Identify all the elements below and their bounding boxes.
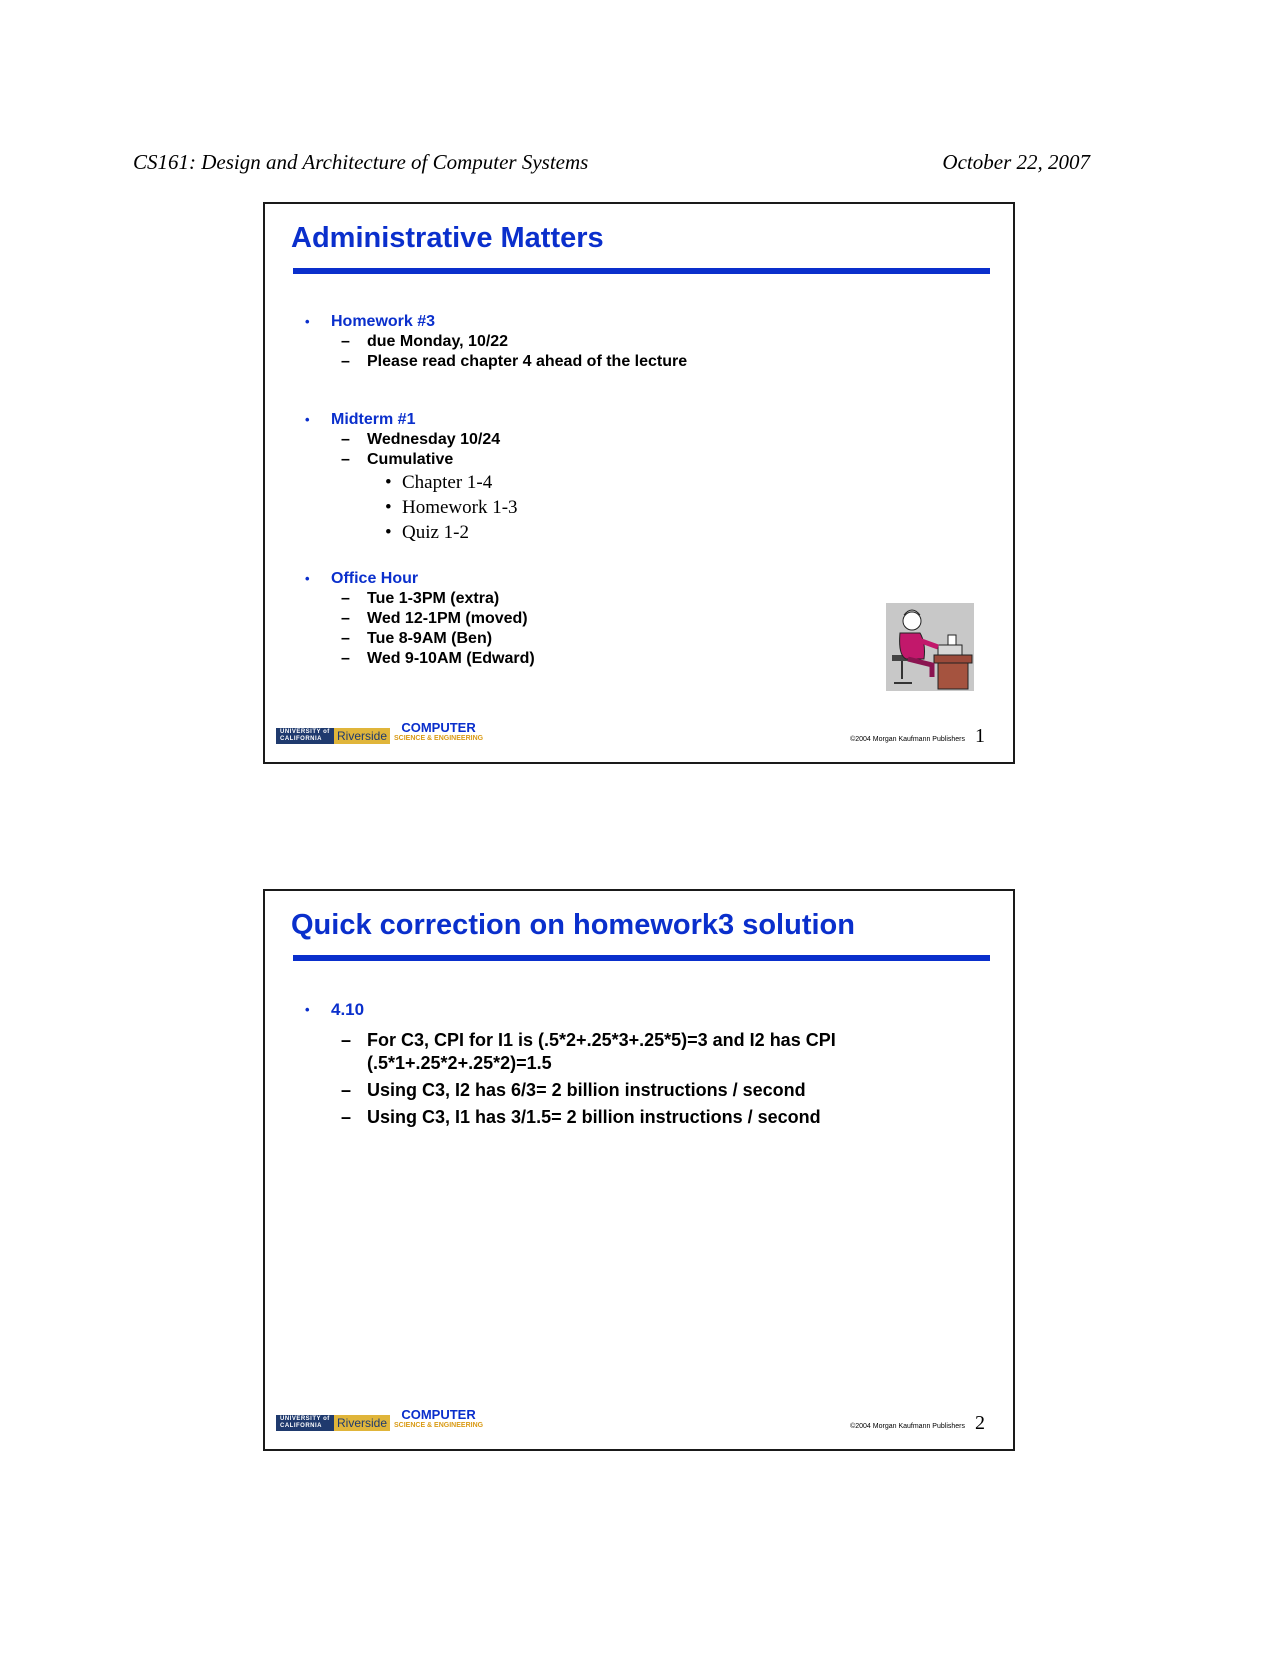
copyright: ©2004 Morgan Kaufmann Publishers [850, 736, 965, 743]
slide-number: 1 [975, 725, 985, 747]
ucr-logo: UNIVERSITY of CALIFORNIA Riverside [276, 728, 390, 744]
bullet-heading: • Office Hour [305, 570, 419, 587]
slide-title: Quick correction on homework3 solution [291, 909, 855, 941]
bullet-heading: • 4.10 [305, 1000, 365, 1019]
copyright: ©2004 Morgan Kaufmann Publishers [850, 1423, 965, 1430]
lecture-date: October 22, 2007 [942, 150, 1090, 174]
slide-footer [276, 1395, 985, 1434]
sub-item: – For C3, CPI for I1 is (.5*2+.25*3+.25*5)=3 and I2 has CPI (.5*1+.25*2+.25*2)=1.5 [341, 1030, 836, 1073]
course-title: CS161: Design and Architecture of Computer Systems [133, 150, 589, 174]
sub-item: – Wednesday 10/24 [341, 431, 501, 448]
slide-content [305, 999, 863, 1129]
sub-sub-item: • Chapter 1-4 [385, 472, 493, 493]
cse-logo: COMPUTER SCIENCE & ENGINEERING [394, 1407, 484, 1429]
sub-item: – Wed 9-10AM (Edward) [341, 650, 535, 667]
sub-item: – Tue 1-3PM (extra) [341, 590, 500, 607]
slide-title: Administrative Matters [291, 222, 604, 254]
title-rule [293, 955, 990, 961]
cse-logo: COMPUTER SCIENCE & ENGINEERING [394, 720, 484, 742]
sub-item: – Using C3, I2 has 6/3= 2 billion instructions / second [341, 1080, 806, 1100]
bullet-heading: • Midterm #1 [305, 411, 416, 428]
sub-sub-item: • Homework 1-3 [385, 497, 518, 518]
title-rule [293, 268, 990, 274]
ucr-logo: UNIVERSITY of CALIFORNIA Riverside [276, 1415, 390, 1431]
sub-item: – due Monday, 10/22 [341, 333, 509, 350]
sub-item: – Tue 8-9AM (Ben) [341, 630, 493, 647]
sub-item: – Cumulative [341, 451, 454, 468]
slide-footer [276, 708, 985, 747]
sub-sub-item: • Quiz 1-2 [385, 522, 470, 543]
sub-item: – Using C3, I1 has 3/1.5= 2 billion instructions / second [341, 1107, 821, 1127]
slide-1 [263, 202, 1015, 764]
slide-2 [263, 889, 1015, 1451]
bullet-heading: • Homework #3 [305, 313, 436, 330]
page-header [133, 150, 1090, 180]
sub-item: – Please read chapter 4 ahead of the lecture [341, 353, 688, 370]
person-typing-icon [886, 603, 974, 691]
sub-item: – Wed 12-1PM (moved) [341, 610, 528, 627]
slide-number: 2 [975, 1412, 985, 1434]
